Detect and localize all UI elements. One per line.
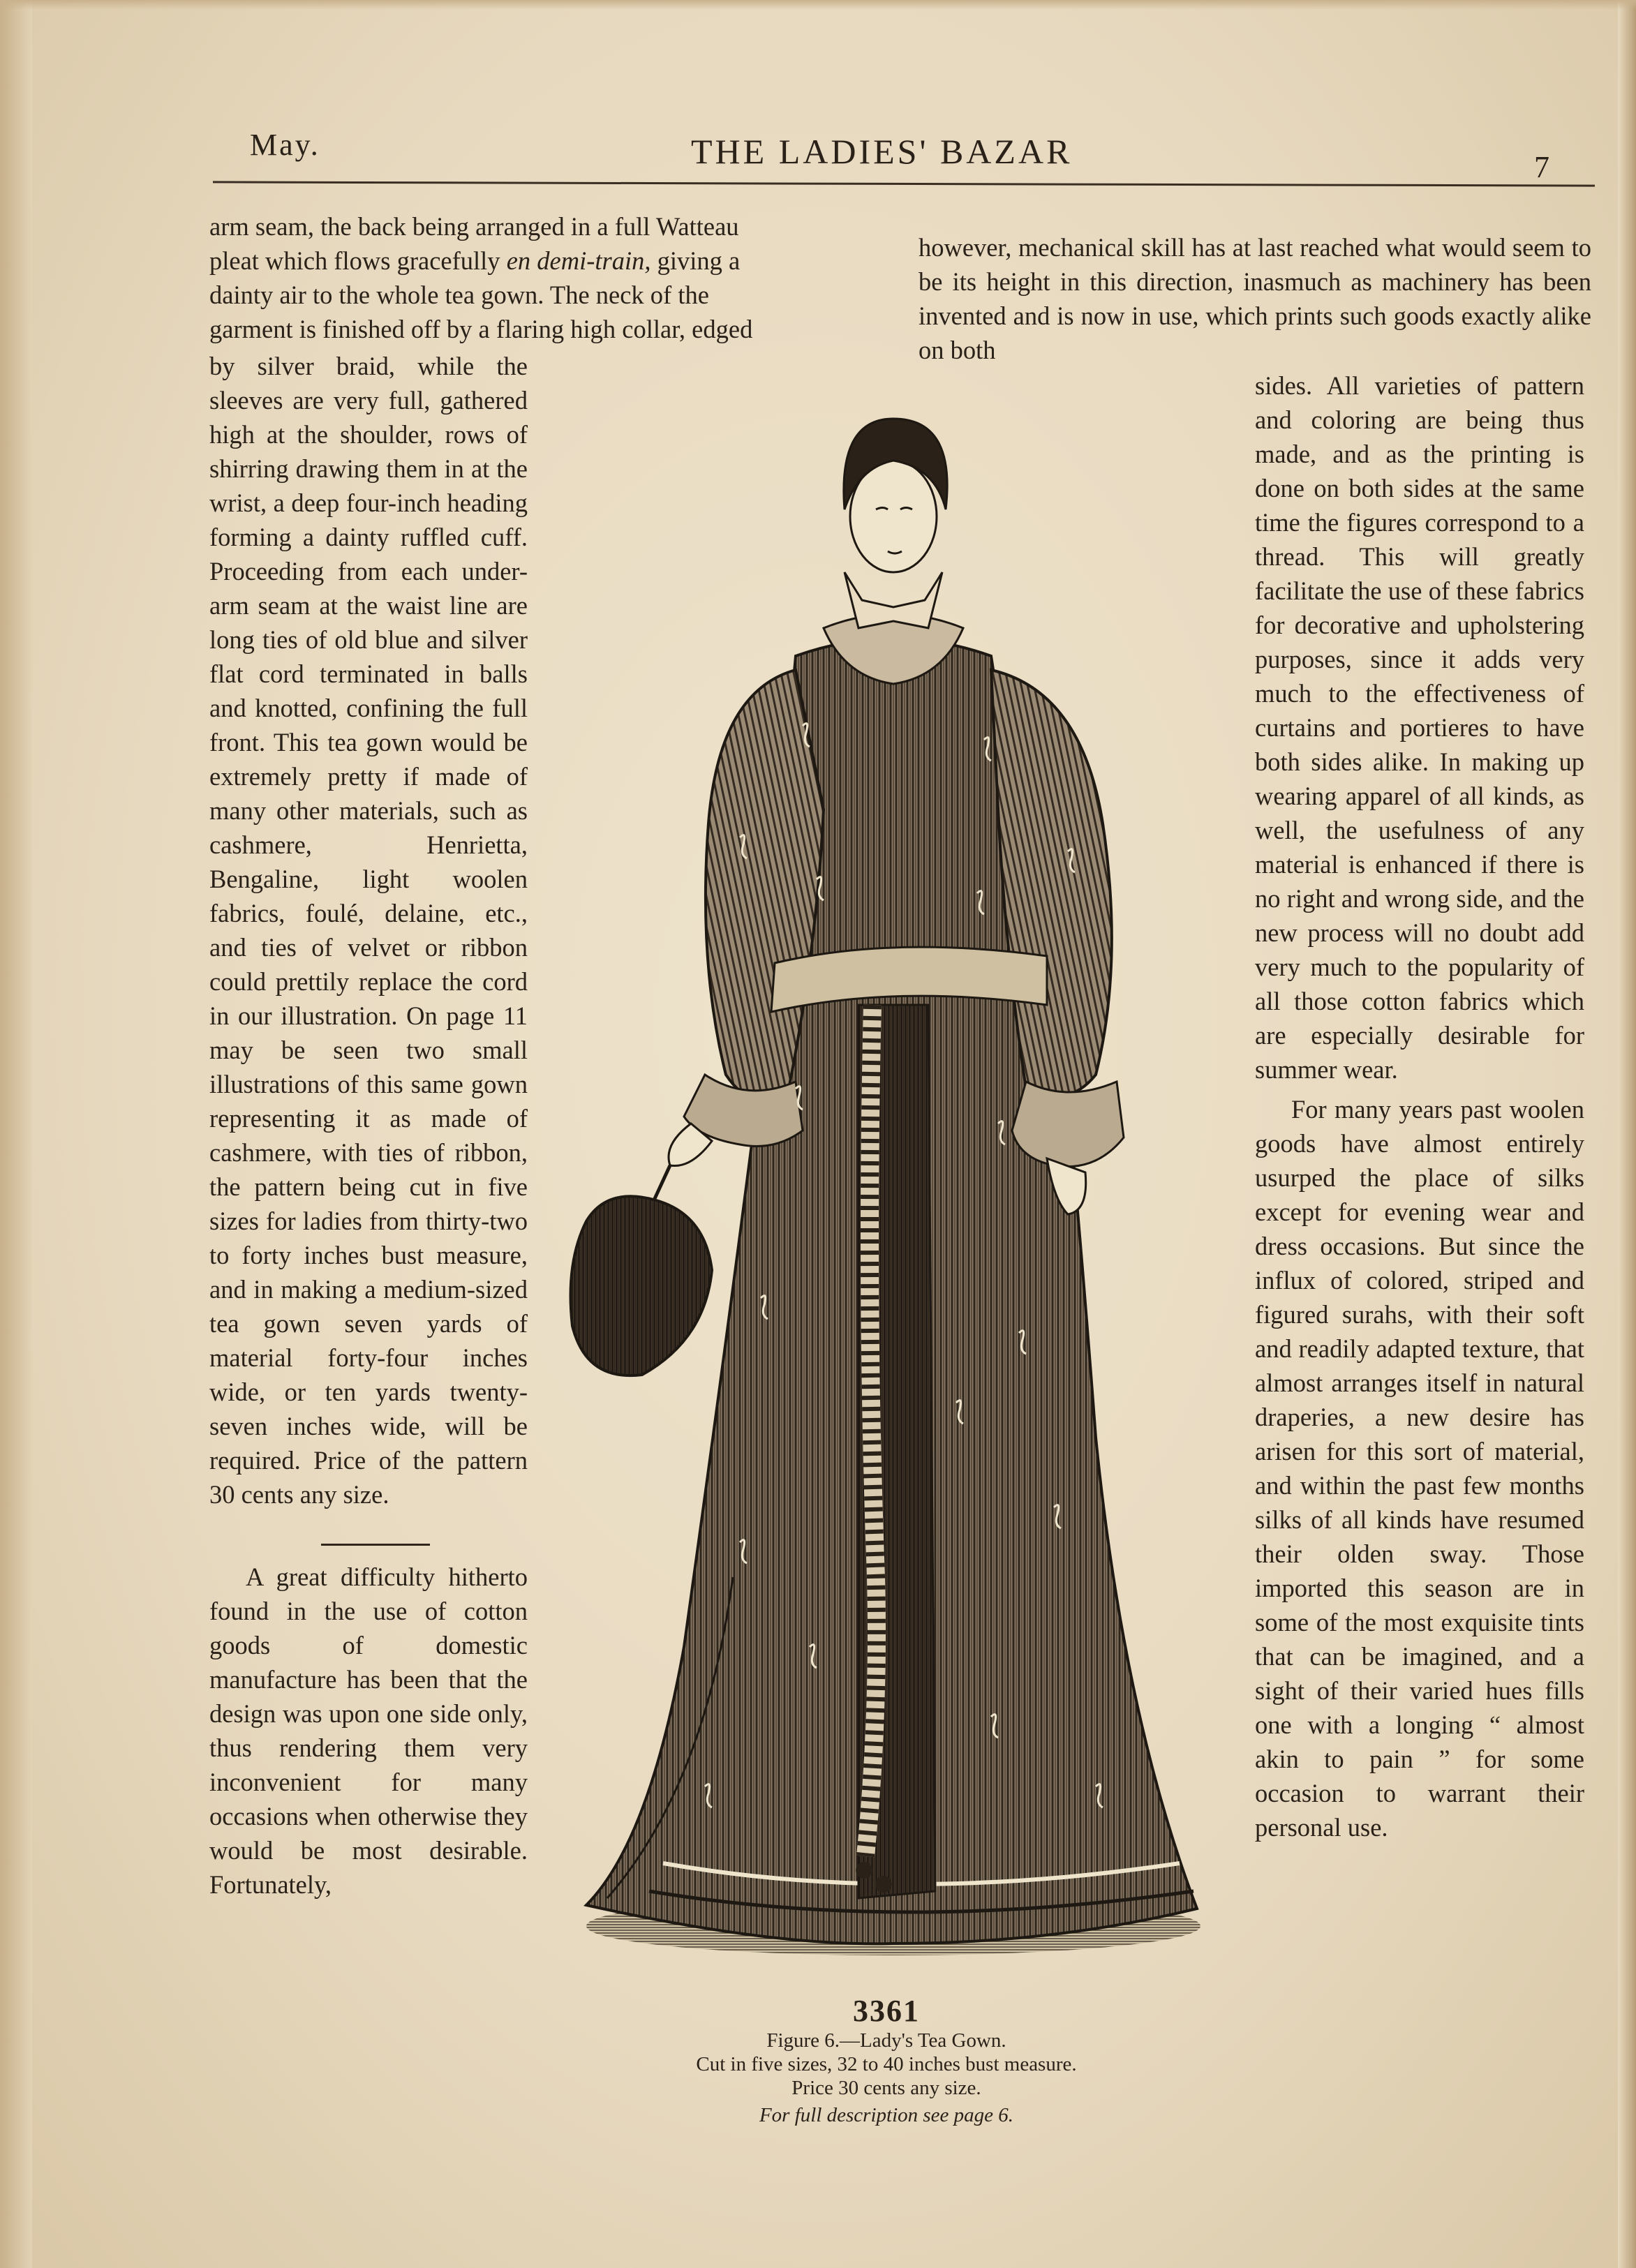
article-paragraph: A great difficulty hitherto found in the use of cotton goods of domestic manufacture has been that the design was upon one side only, thus rendering them very inconvenient for many occasions when otherwise they would be most desirable. Fortunately, (209, 1562, 528, 1899)
header-month: May. (250, 128, 320, 162)
figure-title: Figure 6.—Lady's Tea Gown. (766, 2029, 1006, 2052)
left-column-narrow-text (209, 349, 528, 1902)
figure-sizes: Cut in five sizes, 32 to 40 inches bust measure. (696, 2053, 1077, 2075)
text-line: dainty air to the whole tea gown. The neck of the (209, 281, 709, 309)
figure-price: Price 30 cents any size. (791, 2077, 981, 2099)
article-paragraph: sides. All varieties of pattern and coloring are being thus made, and as the printing is done on both sides at the same time the figures correspond to a thread. This will greatly facilitate the use of these fabrics for decorative and upholstering purposes, since it adds very much to the effectiveness of curtains and portieres to have both sides alike. In making up wearing apparel of all kinds, as well, the usefulness of any material is enhanced if there is no right and wrong side, and the new process will no doubt add very much to the popularity of all those cotton fabrics which are especially desirable for summer wear. (1255, 371, 1584, 1084)
right-column-wide-text (919, 230, 1591, 367)
page-number: 7 (1534, 150, 1549, 184)
right-column-narrow-text (1255, 368, 1584, 1844)
article-paragraph: For many years past woolen goods have almost entirely usurped the place of silks except for evening wear and dress occasions. But since the influx of colored, striped and figured surahs, with their soft and readily adapted texture, that almost arranges itself in natural draperies, a new desire has arisen for this sort of material, and within the past few months silks of all kinds have resumed their olden sway. Those imported this season are in some of the most exquisite tints that can be imagined, and a sight of their varied hues fills one with a longing “ almost akin to pain ” for some occasion to warrant their personal use. (1255, 1095, 1584, 1842)
article-paragraph: however, mechanical skill has at last reached what would seem to be its height in this direction, inasmuch as machinery has been invented and is now in use, which prints such goods exactly alike on both (919, 233, 1591, 364)
pattern-number: 3361 (853, 1994, 920, 2028)
text-line: pleat which flows gracefully en demi-train, giving a (209, 246, 741, 275)
text-line: arm seam, the back being arranged in a full Watteau (209, 212, 739, 241)
journal-title: THE LADIES' BAZAR (691, 132, 1073, 171)
figure-reference: For full description see page 6. (759, 2104, 1014, 2126)
hand-fan (571, 1196, 713, 1375)
section-divider (321, 1544, 430, 1546)
article-paragraph: by silver braid, while the sleeves are very full, gathered high at the shoulder, rows of shirring drawing them in at the wrist, a deep four-inch heading forming a dainty ruffled cuff. Proceeding from each under-arm seam at the waist line are long ties of old blue and silver flat cord terminated in balls and knotted, confining the full front. This tea gown would be extremely pretty if made of many other materials, such as cashmere, Henrietta, Bengaline, light woolen fabrics, foulé, delaine, etc., and ties of velvet or ribbon could prettily replace the cord in our illustration. On page 11 may be seen two small illustrations of this same gown representing it as made of cashmere, with ties of ribbon, the pattern being cut in five sizes for ladies from thirty-two to forty inches bust measure, and in making a medium-sized tea gown seven yards of material forty-four inches wide, or ten yards twenty-seven inches wide, will be required. Price of the pattern 30 cents any size. (209, 352, 528, 1509)
tea-gown-engraving (565, 391, 1214, 1982)
page-top-shadow (0, 0, 1636, 10)
high-collar (845, 572, 942, 628)
page-right-edge (1618, 0, 1636, 2268)
left-column-wide-text (209, 209, 884, 346)
page-binding-edge (0, 0, 32, 2268)
cord-ball (875, 1876, 892, 1893)
figure-caption (614, 1993, 1159, 2127)
text-line: garment is finished off by a flaring high collar, edged (209, 315, 753, 343)
cord-ball (856, 1862, 872, 1879)
